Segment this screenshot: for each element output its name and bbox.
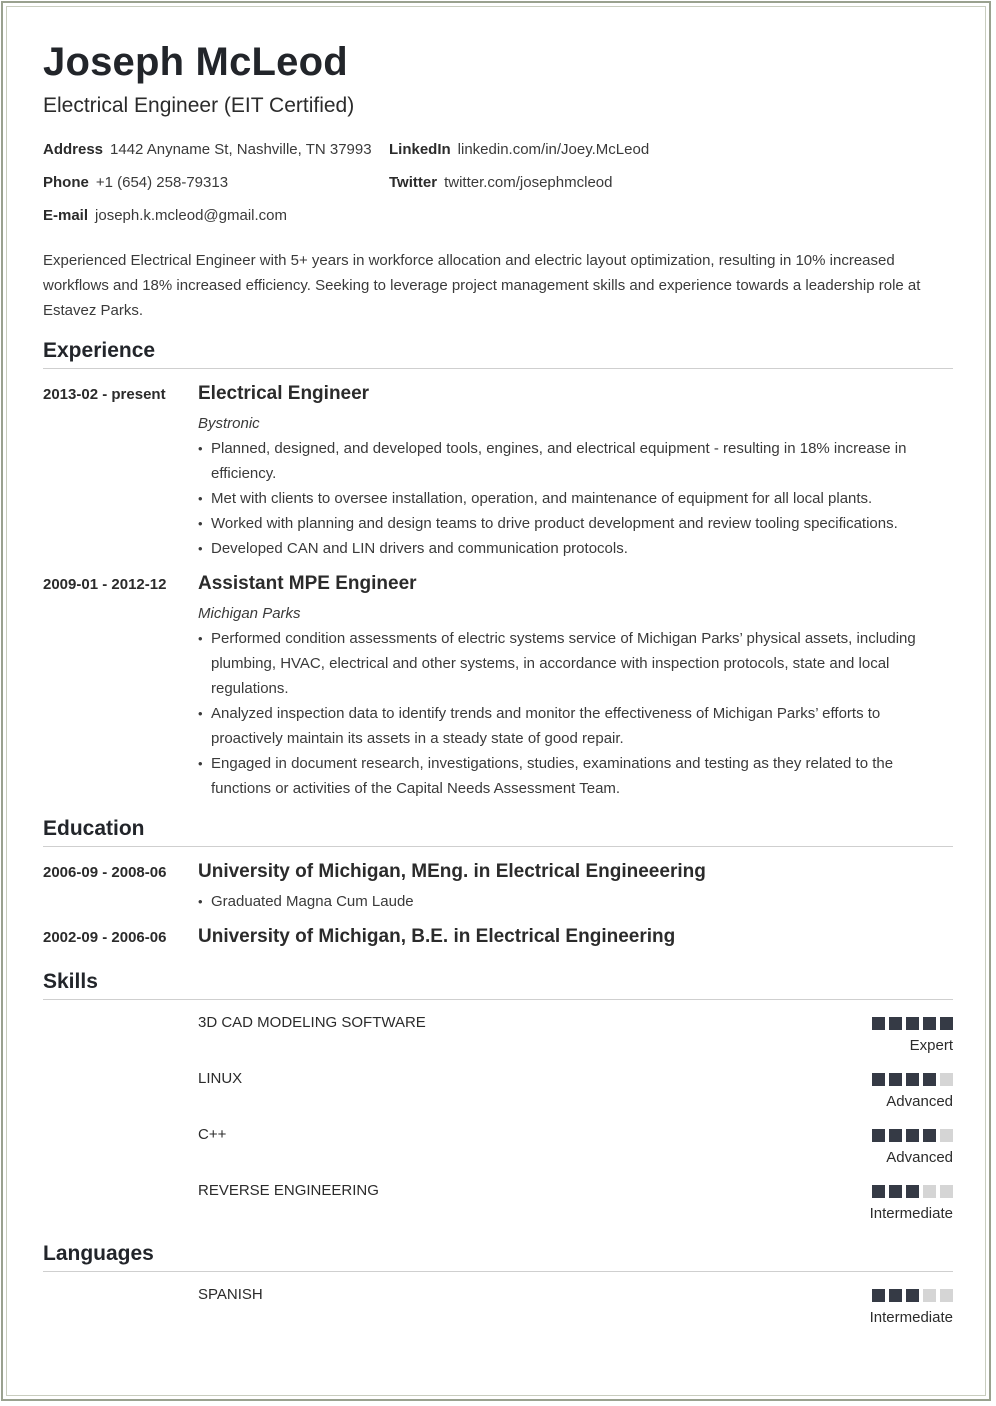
job-bullet: • Worked with planning and design teams to drive product development and review tooling specifications. <box>198 511 918 536</box>
candidate-title: Electrical Engineer (EIT Certified) <box>43 94 355 117</box>
skills-heading: Skills <box>43 970 98 993</box>
education-bullets <box>198 889 918 914</box>
skill-level: Intermediate <box>869 1205 953 1222</box>
contact-linkedin <box>389 141 649 158</box>
rating-dot-filled <box>906 1073 919 1086</box>
contact-linkedin-label: LinkedIn <box>389 141 451 158</box>
languages-divider <box>43 1271 953 1272</box>
job-dates: 2013-02 - present <box>43 386 166 403</box>
rating-dot-filled <box>889 1017 902 1030</box>
job-bullets <box>198 626 918 801</box>
education-degree: University of Michigan, B.E. in Electrical Engineering <box>198 926 676 947</box>
skill-name: REVERSE ENGINEERING <box>198 1182 379 1199</box>
job-role: Electrical Engineer <box>198 383 370 404</box>
contact-address-value: 1442 Anyname St, Nashville, TN 37993 <box>110 141 372 158</box>
rating-dot-filled <box>906 1289 919 1302</box>
skill-name: 3D CAD MODELING SOFTWARE <box>198 1014 426 1031</box>
job-bullet: • Met with clients to oversee installation, operation, and maintenance of equipment for all local plants. <box>198 486 918 511</box>
contact-email-value[interactable]: joseph.k.mcleod@gmail.com <box>95 207 287 224</box>
contact-linkedin-value[interactable]: linkedin.com/in/Joey.McLeod <box>457 141 650 158</box>
job-company: Michigan Parks <box>198 605 301 622</box>
experience-divider <box>43 368 953 369</box>
job-bullet: • Developed CAN and LIN drivers and communication protocols. <box>198 536 918 561</box>
contact-twitter <box>389 174 612 191</box>
rating-dot-filled <box>889 1289 902 1302</box>
job-dates: 2009-01 - 2012-12 <box>43 576 167 593</box>
language-rating <box>872 1289 953 1302</box>
education-divider <box>43 846 953 847</box>
rating-dot-filled <box>872 1289 885 1302</box>
education-heading: Education <box>43 817 145 840</box>
rating-dot-empty <box>923 1185 936 1198</box>
contact-email <box>43 207 287 224</box>
skill-level: Expert <box>909 1037 953 1054</box>
rating-dot-filled <box>889 1073 902 1086</box>
language-level: Intermediate <box>869 1309 953 1326</box>
rating-dot-filled <box>906 1129 919 1142</box>
skill-name: LINUX <box>198 1070 243 1087</box>
language-name: SPANISH <box>198 1286 263 1303</box>
job-bullet: • Engaged in document research, investigations, studies, examinations and testing as they related to the functions or activities of the Capital Needs Assessment Team. <box>198 751 918 801</box>
job-role: Assistant MPE Engineer <box>198 573 417 594</box>
rating-dot-empty <box>940 1289 953 1302</box>
rating-dot-filled <box>889 1129 902 1142</box>
rating-dot-filled <box>906 1185 919 1198</box>
profile-summary: Experienced Electrical Engineer with 5+ years in workforce allocation and electric layout optimization, resulting in 10% increased workflows and 18% increased efficiency. Seeking to leverage project management skills and experience towards a leadership role at Estavez Parks. <box>43 252 921 319</box>
job-bullet: • Performed condition assessments of electric systems service of Michigan Parks’ physical assets, including plumbing, HVAC, electrical and other systems, in accordance with inspection protocols, state and local regulations. <box>198 626 918 701</box>
rating-dot-filled <box>940 1017 953 1030</box>
job-bullet: • Analyzed inspection data to identify trends and monitor the effectiveness of Michigan Parks’ efforts to proactively maintain its assets in a steady state of good repair. <box>198 701 918 751</box>
skill-level: Advanced <box>886 1149 953 1166</box>
education-dates: 2006-09 - 2008-06 <box>43 864 167 881</box>
education-bullet: • Graduated Magna Cum Laude <box>198 889 918 914</box>
rating-dot-filled <box>889 1185 902 1198</box>
skills-divider <box>43 999 953 1000</box>
skill-level: Advanced <box>886 1093 953 1110</box>
rating-dot-filled <box>923 1017 936 1030</box>
skill-rating <box>872 1129 953 1142</box>
contact-address <box>43 141 372 158</box>
contact-phone-label: Phone <box>43 174 89 191</box>
education-dates: 2002-09 - 2006-06 <box>43 929 167 946</box>
rating-dot-empty <box>940 1073 953 1086</box>
rating-dot-empty <box>940 1129 953 1142</box>
contact-address-label: Address <box>43 141 104 158</box>
rating-dot-filled <box>872 1017 885 1030</box>
skill-rating <box>872 1017 953 1030</box>
rating-dot-filled <box>872 1073 885 1086</box>
skill-name: C++ <box>198 1126 227 1143</box>
contact-phone-value: +1 (654) 258-79313 <box>95 174 229 191</box>
rating-dot-filled <box>872 1185 885 1198</box>
rating-dot-filled <box>923 1129 936 1142</box>
contact-twitter-value[interactable]: twitter.com/josephmcleod <box>444 174 613 191</box>
education-degree: University of Michigan, MEng. in Electrical Engineeering <box>198 861 706 882</box>
languages-heading: Languages <box>43 1242 154 1265</box>
skill-rating <box>872 1073 953 1086</box>
job-company: Bystronic <box>198 415 260 432</box>
contact-phone <box>43 174 228 191</box>
experience-heading: Experience <box>43 339 156 362</box>
rating-dot-filled <box>923 1073 936 1086</box>
contact-twitter-label: Twitter <box>389 174 438 191</box>
rating-dot-filled <box>872 1129 885 1142</box>
rating-dot-filled <box>906 1017 919 1030</box>
candidate-name: Joseph McLeod <box>43 40 348 84</box>
job-bullet: • Planned, designed, and developed tools, engines, and electrical equipment - resulting in 18% increase in efficiency. <box>198 436 918 486</box>
rating-dot-empty <box>940 1185 953 1198</box>
skill-rating <box>872 1185 953 1198</box>
job-bullets <box>198 436 918 561</box>
rating-dot-empty <box>923 1289 936 1302</box>
contact-email-label: E-mail <box>43 207 89 224</box>
